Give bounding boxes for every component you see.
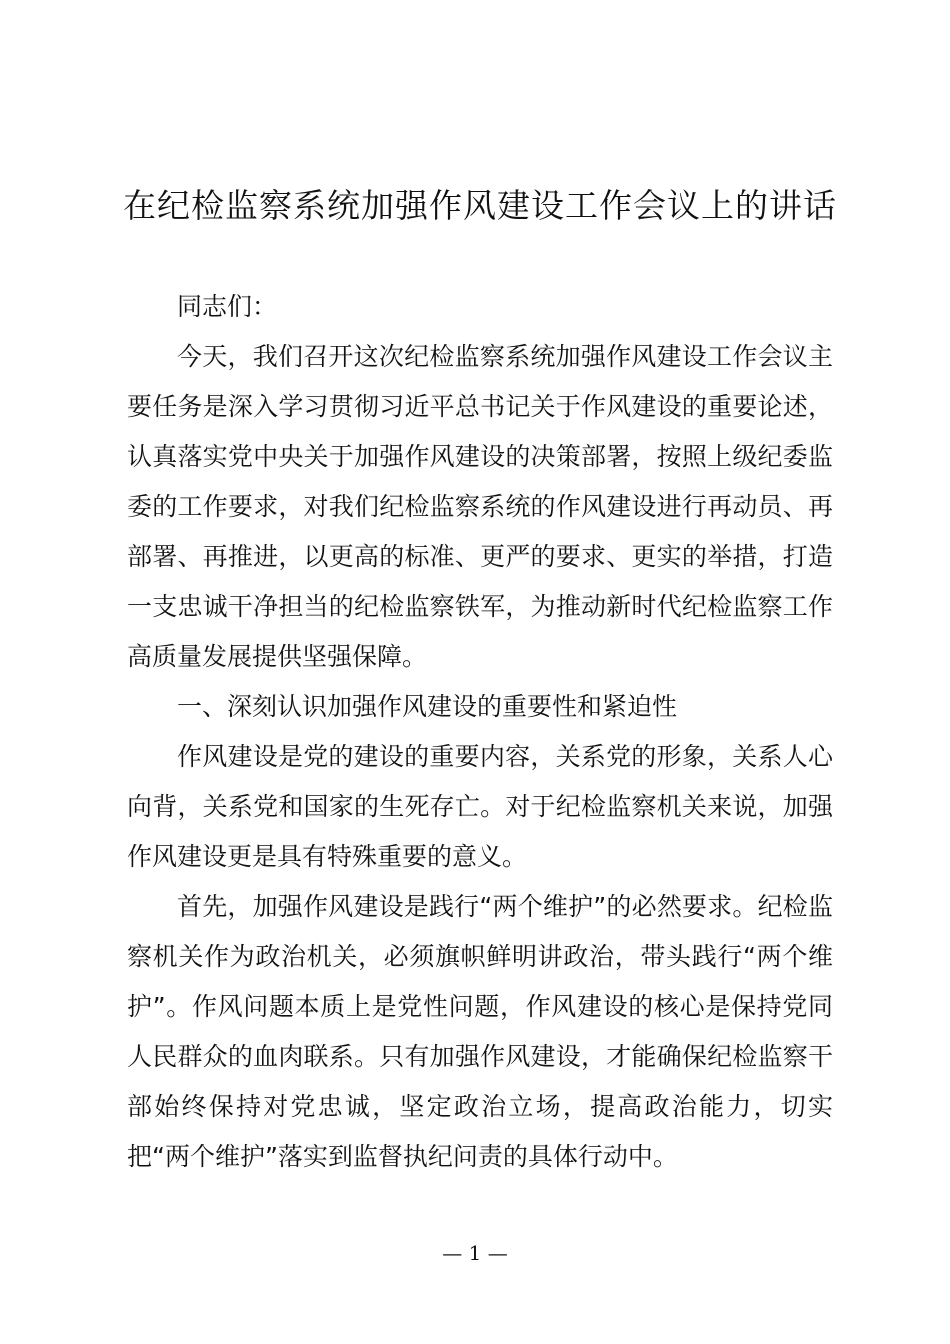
paragraph-first-point: 首先，加强作风建设是践行“两个维护”的必然要求。纪检监察机关作为政治机关，必须旗帜鲜明讲政治，带头践行“两个维护”。作风问题本质上是党性问题，作风建设的核心是保持党同人民群众的血肉联系。只有加强作风建设，才能确保纪检监察干部始终保持对党忠诚，坚定政治立场，提高政治能力，切实把“两个维护”落实到监督执纪问责的具体行动中。 bbox=[127, 892, 833, 1171]
document-body bbox=[127, 282, 833, 1182]
paragraph-section-1: 作风建设是党的建设的重要内容，关系党的形象，关系人心向背，关系党和国家的生死存亡。对于纪检监察机关来说，加强作风建设更是具有特殊重要的意义。 bbox=[127, 742, 833, 871]
page-number: — 1 — bbox=[442, 1241, 508, 1265]
section-heading: 一、深刻认识加强作风建设的重要性和紧迫性 bbox=[177, 692, 678, 721]
paragraph-intro: 今天，我们召开这次纪检监察系统加强作风建设工作会议主要任务是深入学习贯彻习近平总书记关于作风建设的重要论述，认真落实党中央关于加强作风建设的决策部署，按照上级纪委监委的工作要求，对我们纪检监察系统的作风建设进行再动员、再部署、再推进，以更高的标准、更严的要求、更实的举措，打造一支忠诚干净担当的纪检监察铁军，为推动新时代纪检监察工作高质量发展提供坚强保障。 bbox=[127, 342, 833, 671]
document-title: 在纪检监察系统加强作风建设工作会议上的讲话 bbox=[123, 186, 837, 225]
salutation: 同志们： bbox=[177, 292, 278, 321]
